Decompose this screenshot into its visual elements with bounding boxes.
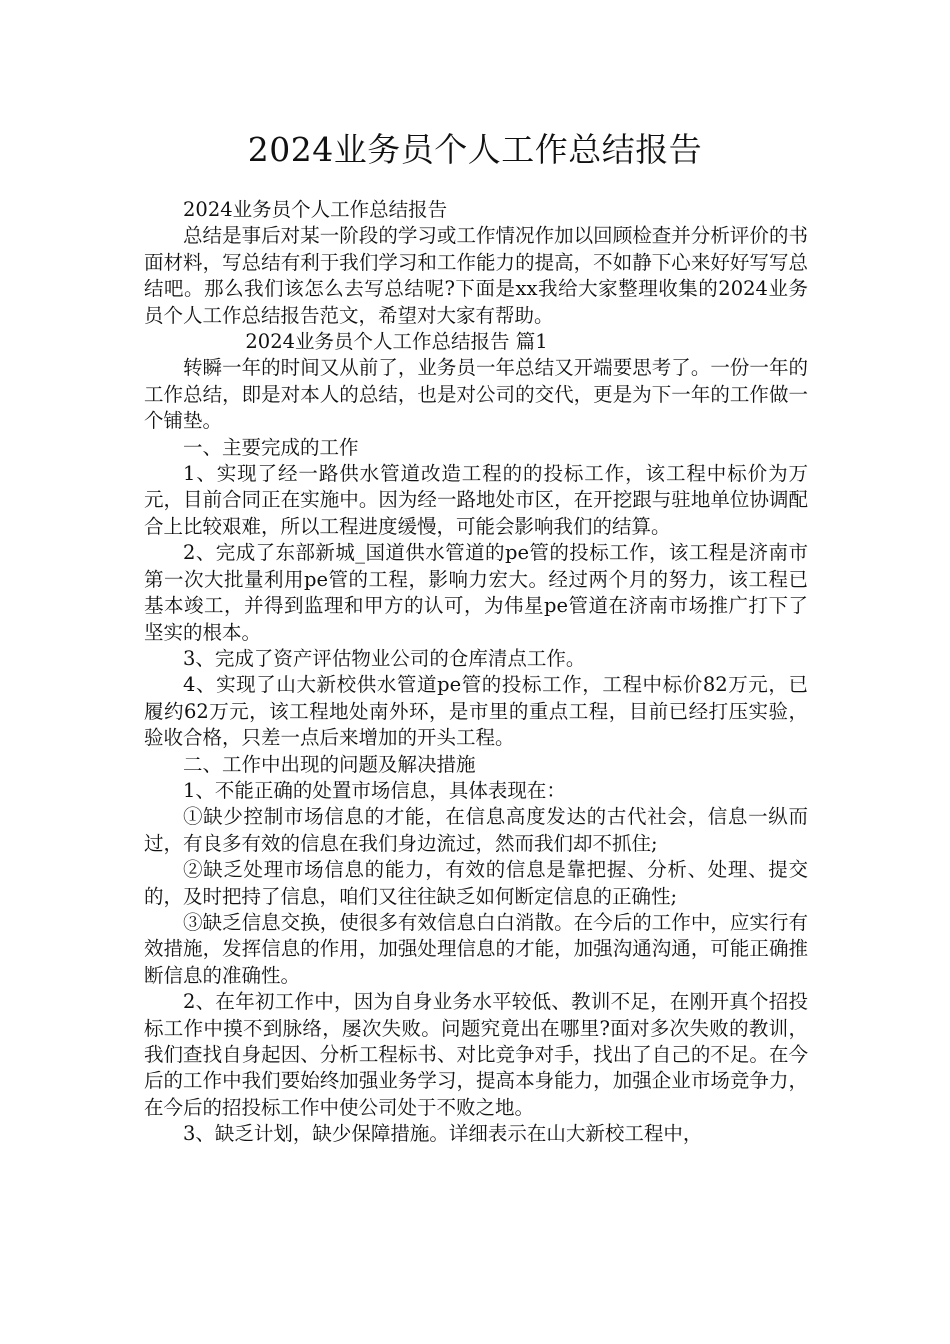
paragraph-heading: 2024业务员个人工作总结报告 bbox=[183, 198, 448, 221]
document-title: 2024业务员个人工作总结报告 bbox=[247, 130, 703, 169]
paragraph: 3、缺乏计划，缺少保障措施。详细表示在山大新校工程中， bbox=[183, 1122, 703, 1146]
paragraph: 1、不能正确的处置市场信息，具体表现在： bbox=[183, 778, 566, 802]
paragraph: 2、完成了东部新城_国道供水管道的pe管的投标工作，该工程是济南市第一次大批量利用pe管的工程，影响力宏大。经过两个月的努力，该工程已基本竣工，并得到监理和甲方的认可，为伟星pe管道在济南市场推广打下了坚实的根本。 bbox=[144, 541, 808, 644]
paragraph: 4、实现了山大新校供水管道pe管的投标工作，工程中标价82万元，已履约62万元，该工程地处南外环，是市里的重点工程，目前已经打压实验，验收合格，只差一点后来增加的开头工程。 bbox=[144, 673, 808, 750]
section-heading: 一、主要完成的工作 bbox=[183, 435, 359, 459]
paragraph: 2、在年初工作中，因为自身业务水平较低、教训不足，在刚开真个招投标工作中摸不到脉络，屡次失败。问题究竟出在哪里?面对多次失败的教训，我们查找自身起因、分析工程标书、对比竞争对手，找出了自己的不足。在今后的工作中我们要始终加强业务学习，提高本身能力，加强企业市场竞争力，在今后的招投标工作中使公司处于不败之地。 bbox=[144, 990, 808, 1119]
section-heading: 二、工作中出现的问题及解决措施 bbox=[183, 752, 476, 776]
document-body bbox=[144, 197, 808, 1148]
paragraph: ②缺乏处理市场信息的能力，有效的信息是靠把握、分析、处理、提交的，及时把持了信息，咱们又往往缺乏如何断定信息的正确性; bbox=[144, 858, 808, 908]
paragraph: ①缺少控制市场信息的才能，在信息高度发达的古代社会，信息一纵而过，有良多有效的信息在我们身边流过，然而我们却不抓住; bbox=[144, 805, 808, 855]
paragraph: 转瞬一年的时间又从前了，业务员一年总结又开端要思考了。一份一年的工作总结，即是对本人的总结，也是对公司的交代，更是为下一年的工作做一个铺垫。 bbox=[144, 356, 808, 433]
paragraph: ③缺乏信息交换，使很多有效信息白白消散。在今后的工作中，应实行有效措施，发挥信息的作用，加强处理信息的才能，加强沟通沟通，可能正确推断信息的准确性。 bbox=[144, 910, 808, 987]
paragraph: 3、完成了资产评估物业公司的仓库清点工作。 bbox=[183, 646, 586, 670]
paragraph: 1、实现了经一路供水管道改造工程的的投标工作，该工程中标价为万元，目前合同正在实施中。因为经一路地处市区，在开挖跟与驻地单位协调配合上比较艰难，所以工程进度缓慢，可能会影响我们的结算。 bbox=[144, 462, 808, 538]
section-title-part-1: 2024业务员个人工作总结报告 篇1 bbox=[245, 330, 548, 354]
paragraph-intro: 总结是事后对某一阶段的学习或工作情况作加以回顾检查并分析评价的书面材料，写总结有利于我们学习和工作能力的提高，不如静下心来好好写写总结吧。那么我们该怎么去写总结呢?下面是xx我给大家整理收集的2024业务员个人工作总结报告范文，希望对大家有帮助。 bbox=[144, 224, 808, 327]
